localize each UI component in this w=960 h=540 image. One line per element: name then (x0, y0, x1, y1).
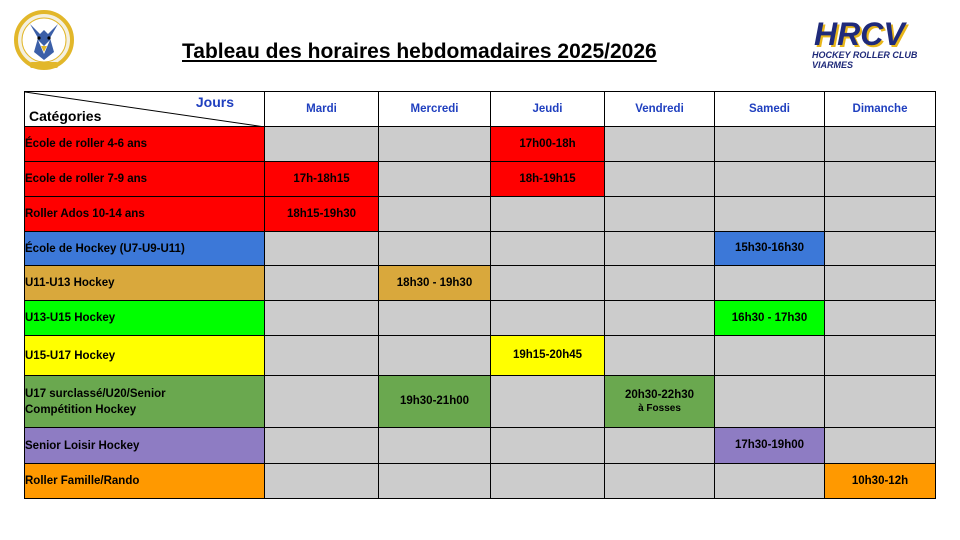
slot-mardi (265, 428, 379, 464)
category-label-line1: U17 surclassé/U20/Senior (25, 387, 166, 400)
slot-time: 18h30 - 19h30 (396, 276, 473, 289)
category-label: Roller Famille/Rando (25, 475, 140, 487)
slot-samedi (715, 232, 825, 266)
slot-time: 17h30-19h00 (734, 439, 805, 451)
slot-mercredi (379, 127, 491, 162)
category-cell (25, 301, 265, 336)
slot-vendredi (605, 197, 715, 232)
category-cell (25, 464, 265, 499)
slot-jeudi (491, 336, 605, 376)
slot-mercredi (379, 428, 491, 464)
category-label: École de Hockey (U7-U9-U11) (25, 242, 185, 255)
slot-vendredi (605, 301, 715, 336)
slot-mercredi (379, 301, 491, 336)
slot-dimanche (825, 162, 936, 197)
table-row (25, 162, 936, 197)
category-label: Roller Ados 10-14 ans (25, 208, 145, 220)
slot-time: 17h00-18h (519, 137, 576, 150)
hrcv-logo (808, 16, 920, 72)
slot-vendredi (605, 162, 715, 197)
slot-mercredi (379, 232, 491, 266)
category-cell (25, 162, 265, 197)
slot-time: 19h30-21h00 (399, 395, 470, 407)
slot-mardi (265, 162, 379, 197)
slot-time: 19h15-20h45 (512, 349, 583, 361)
slot-jeudi (491, 266, 605, 301)
slot-mardi (265, 301, 379, 336)
category-cell (25, 232, 265, 266)
slot-dimanche (825, 428, 936, 464)
category-cell (25, 127, 265, 162)
table-row (25, 266, 936, 301)
slot-time: 10h30-12h (851, 474, 909, 487)
slot-vendredi (605, 336, 715, 376)
hrcv-logo-text: HRCV (814, 16, 905, 52)
category-label: Ecole de roller 7-9 ans (25, 173, 148, 185)
category-cell (25, 336, 265, 376)
slot-dimanche (825, 232, 936, 266)
header-jours: Jours (195, 94, 234, 110)
slot-mardi (265, 266, 379, 301)
slot-mercredi (379, 197, 491, 232)
slot-jeudi (491, 197, 605, 232)
slot-mercredi (379, 266, 491, 301)
slot-mardi (265, 336, 379, 376)
slot-time: 17h-18h15 (293, 172, 350, 185)
slot-jeudi (491, 376, 605, 428)
slot-jeudi (491, 232, 605, 266)
table-row (25, 127, 936, 162)
slot-samedi (715, 336, 825, 376)
slot-mardi (265, 127, 379, 162)
slot-time: 20h30-22h30 (624, 388, 695, 401)
slot-jeudi (491, 301, 605, 336)
slot-time: 18h-19h15 (519, 172, 576, 185)
day-header-mardi: Mardi (265, 92, 379, 127)
category-label: U11-U13 Hockey (25, 277, 115, 289)
day-header-mercredi: Mercredi (379, 92, 491, 127)
slot-jeudi (491, 127, 605, 162)
day-header-jeudi: Jeudi (491, 92, 605, 127)
slot-samedi (715, 162, 825, 197)
table-row (25, 464, 936, 499)
slot-vendredi (605, 428, 715, 464)
header-row (25, 92, 936, 127)
club-mascot-logo (8, 8, 80, 74)
slot-mardi (265, 197, 379, 232)
slot-dimanche (825, 376, 936, 428)
table-row (25, 428, 936, 464)
slot-vendredi (605, 127, 715, 162)
slot-mercredi (379, 162, 491, 197)
slot-mardi (265, 464, 379, 499)
hrcv-logo-subtitle: HOCKEY ROLLER CLUB (812, 50, 918, 60)
slot-samedi (715, 464, 825, 499)
category-cell (25, 266, 265, 301)
category-label-line2: Compétition Hockey (25, 403, 137, 416)
slot-dimanche (825, 464, 936, 499)
slot-mercredi (379, 464, 491, 499)
slot-jeudi (491, 162, 605, 197)
day-header-samedi: Samedi (715, 92, 825, 127)
category-cell (25, 376, 265, 428)
day-header-vendredi: Vendredi (605, 92, 715, 127)
slot-jeudi (491, 428, 605, 464)
table-row (25, 301, 936, 336)
slot-dimanche (825, 266, 936, 301)
hrcv-logo-city: VIARMES (812, 60, 854, 70)
slot-vendredi (605, 266, 715, 301)
category-label: École de roller 4-6 ans (25, 138, 148, 150)
slot-vendredi (605, 376, 715, 428)
slot-dimanche (825, 301, 936, 336)
category-label: Senior Loisir Hockey (25, 439, 140, 452)
slot-samedi (715, 197, 825, 232)
slot-dimanche (825, 127, 936, 162)
category-label: U15-U17 Hockey (25, 349, 116, 362)
slot-note: à Fosses (638, 402, 681, 414)
category-label: U13-U15 Hockey (25, 312, 116, 324)
slot-time: 18h15-19h30 (286, 207, 357, 220)
header-categories: Catégories (29, 108, 102, 124)
table-row (25, 232, 936, 266)
slot-mardi (265, 376, 379, 428)
slot-vendredi (605, 232, 715, 266)
header-corner (25, 92, 265, 127)
category-cell (25, 428, 265, 464)
slot-jeudi (491, 464, 605, 499)
slot-mardi (265, 232, 379, 266)
table-row (25, 376, 936, 428)
table-row (25, 197, 936, 232)
schedule-table (24, 91, 936, 499)
slot-dimanche (825, 197, 936, 232)
slot-mercredi (379, 376, 491, 428)
category-cell (25, 197, 265, 232)
slot-samedi (715, 266, 825, 301)
slot-time: 16h30 - 17h30 (731, 311, 808, 324)
slot-vendredi (605, 464, 715, 499)
slot-samedi (715, 428, 825, 464)
slot-samedi (715, 376, 825, 428)
table-row (25, 336, 936, 376)
slot-samedi (715, 301, 825, 336)
slot-mercredi (379, 336, 491, 376)
slot-dimanche (825, 336, 936, 376)
eagle-logo-icon (8, 8, 80, 74)
page-title: Tableau des horaires hebdomadaires 2025/2026 (182, 40, 657, 63)
slot-samedi (715, 127, 825, 162)
slot-time: 15h30-16h30 (734, 242, 805, 254)
day-header-dimanche: Dimanche (825, 92, 936, 127)
